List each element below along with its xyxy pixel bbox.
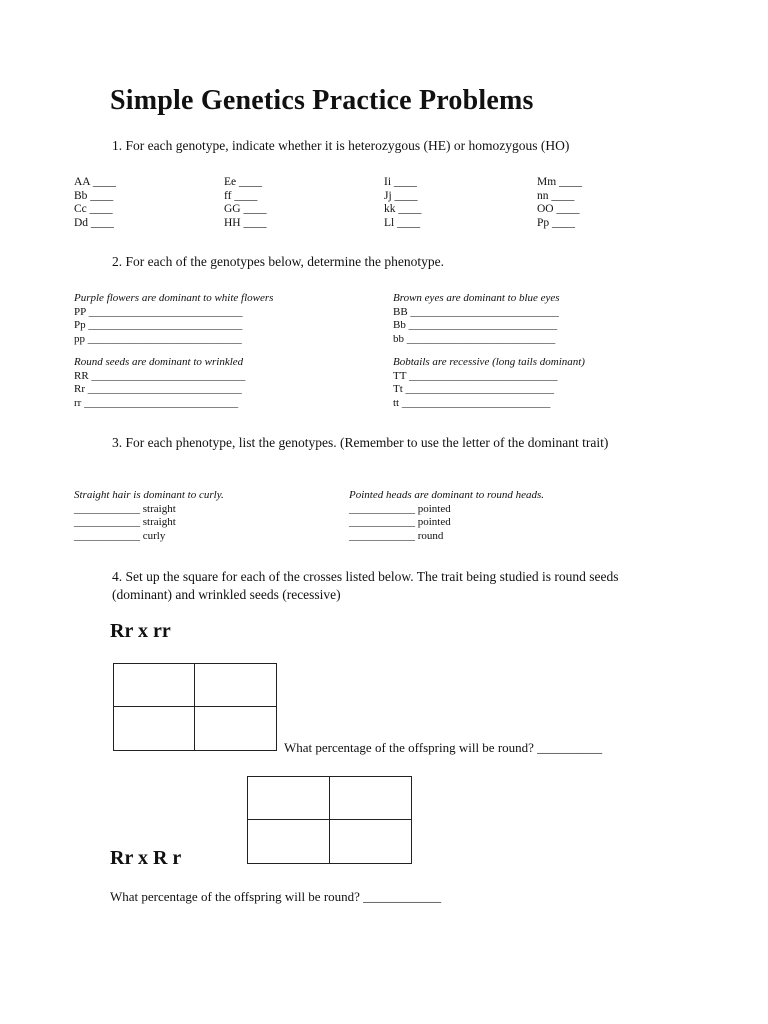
genotype-column-2 (224, 176, 267, 230)
genotype-line: ____________ pointed (349, 516, 451, 528)
phenotype-group-tails (393, 356, 585, 410)
group-heading: Brown eyes are dominant to blue eyes (393, 292, 560, 304)
genotype-item: Jj ____ (384, 189, 418, 202)
punnett-cell (114, 707, 195, 750)
phenotype-line: BB ___________________________ (393, 305, 559, 318)
genotype-item: Dd ____ (74, 216, 114, 229)
genotype-column-4 (537, 176, 582, 230)
genotype-group-heads (349, 489, 544, 543)
genotype-item: Cc ____ (74, 203, 113, 215)
question-1-prompt: 1. For each genotype, indicate whether it is heterozygous (HE) or homozygous (HO) (112, 138, 570, 153)
genotype-line: ____________ round (349, 529, 444, 542)
genotype-item: GG ____ (224, 203, 267, 215)
genotype-item: Bb ____ (74, 189, 114, 202)
group-heading: Pointed heads are dominant to round heads. (349, 489, 545, 501)
phenotype-line: Rr ____________________________ (74, 383, 242, 395)
punnett-cell (114, 664, 195, 707)
punnett-cell (330, 820, 412, 863)
genotype-item: nn ____ (537, 189, 575, 202)
genotype-item: Ll ____ (384, 216, 421, 229)
phenotype-line: TT ___________________________ (393, 369, 558, 382)
phenotype-line: Tt ___________________________ (393, 383, 555, 395)
phenotype-line: bb ___________________________ (393, 332, 556, 345)
question-3-prompt: 3. For each phenotype, list the genotypes. (Remember to use the letter of the dominant trait) (112, 435, 609, 450)
phenotype-line: Pp ____________________________ (74, 319, 243, 331)
phenotype-line: RR ____________________________ (74, 369, 246, 382)
genotype-item: OO ____ (537, 203, 580, 215)
genotype-item: kk ____ (384, 203, 422, 215)
phenotype-line: rr ____________________________ (74, 396, 239, 409)
punnett-square-2 (247, 776, 412, 864)
genotype-line: ____________ curly (74, 529, 166, 542)
phenotype-line: PP ____________________________ (74, 305, 243, 318)
genotype-item: Pp ____ (537, 216, 576, 229)
genotype-item: Mm ____ (537, 176, 583, 188)
offspring-question-2: What percentage of the offspring will be round? ____________ (110, 889, 442, 904)
punnett-cell (248, 777, 330, 820)
phenotype-line: Bb ___________________________ (393, 319, 558, 331)
genotype-line: ____________ straight (74, 502, 176, 515)
genotype-column-1 (74, 176, 116, 230)
punnett-cell (248, 820, 330, 863)
phenotype-line: tt ___________________________ (393, 396, 551, 409)
phenotype-line: pp ____________________________ (74, 332, 242, 345)
punnett-cell (195, 707, 276, 750)
group-heading: Bobtails are recessive (long tails dominant) (393, 356, 585, 368)
genotype-item: ff ____ (224, 189, 258, 202)
genotype-item: Ee ____ (224, 176, 263, 188)
phenotype-group-eyes (393, 292, 560, 346)
punnett-cell (330, 777, 412, 820)
question-2-prompt: 2. For each of the genotypes below, determine the phenotype. (112, 254, 445, 269)
cross-2-label: Rr x R r (110, 847, 182, 869)
phenotype-group-flowers (74, 292, 273, 346)
genotype-item: HH ____ (224, 216, 267, 229)
group-heading: Straight hair is dominant to curly. (74, 489, 224, 501)
phenotype-group-seeds (74, 356, 245, 410)
offspring-question-1: What percentage of the offspring will be round? __________ (284, 740, 603, 755)
genotype-line: ____________ straight (74, 516, 176, 528)
group-heading: Round seeds are dominant to wrinkled (74, 356, 244, 368)
genotype-item: AA ____ (74, 176, 116, 188)
cross-1-label: Rr x rr (110, 620, 171, 642)
genotype-line: ____________ pointed (349, 502, 451, 515)
question-4-prompt: 4. Set up the square for each of the crosses listed below. The trait being studied is round seeds (dominant) and wrinkled seeds (recessive) (112, 569, 619, 602)
punnett-cell (195, 664, 276, 707)
punnett-square-1 (113, 663, 277, 751)
group-heading: Purple flowers are dominant to white flowers (74, 292, 274, 304)
genotype-group-hair (74, 489, 224, 543)
genotype-item: Ii ____ (384, 176, 417, 188)
genotype-column-3 (384, 176, 421, 230)
page-title: Simple Genetics Practice Problems (110, 85, 534, 116)
